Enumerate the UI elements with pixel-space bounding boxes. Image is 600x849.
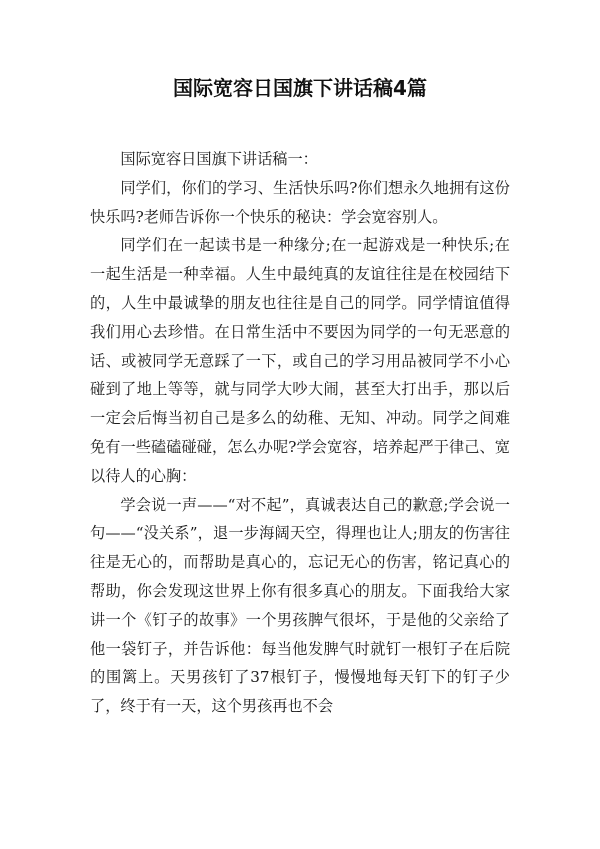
document-body [90, 145, 510, 721]
paragraph-heading: 国际宽容日国旗下讲话稿一： [120, 150, 318, 168]
paragraph: 同学们，你们的学习、生活快乐吗?你们想永久地拥有这份快乐吗?老师告诉你一个快乐的秘诀：学会宽容别人。 [90, 178, 510, 226]
paragraph: 学会说一声——“对不起”，真诚表达自己的歉意;学会说一句——“没关系”，退一步海阔天空，得理也让人;朋友的伤害往往是无心的，而帮助是真心的，忘记无心的伤害，铭记真心的帮助，你会发现这世界上你有很多真心的朋友。下面我给大家讲一个《钉子的故事》一个男孩脾气很坏，于是他的父亲给了他一袋钉子，并告诉他：每当他发脾气时就钉一根钉子在后院的围篱上。天男孩钉了37根钉子，慢慢地每天钉下的钉子少了，终于有一天，这个男孩再也不会 [90, 495, 510, 716]
paragraph: 同学们在一起读书是一种缘分;在一起游戏是一种快乐;在一起生活是一种幸福。人生中最纯真的友谊往往是在校园结下的，人生中最诚挚的朋友也往往是自己的同学。同学情谊值得我们用心去珍惜。在日常生活中不要因为同学的一句无恶意的话、或被同学无意踩了一下，或自己的学习用品被同学不小心碰到了地上等等，就与同学大吵大闹，甚至大打出手，那以后一定会后悔当初自己是多么的幼稚、无知、冲动。同学之间难免有一些磕磕碰碰，怎么办呢?学会宽容，培养起严于律己、宽以待人的心胸： [90, 236, 510, 485]
document-title: 国际宽容日国旗下讲话稿4篇 [173, 76, 427, 100]
